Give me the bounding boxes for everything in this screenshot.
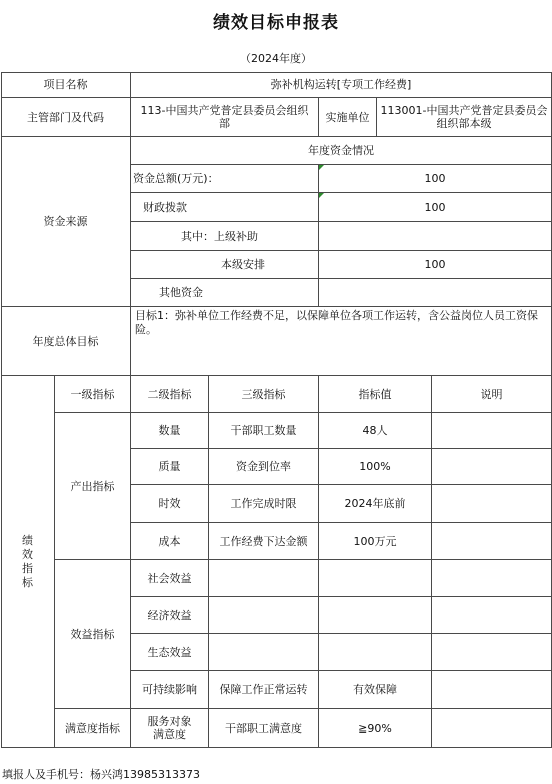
funds-source-label: 资金来源 xyxy=(1,137,131,307)
row-level3: 工作经费下达金额 xyxy=(209,523,319,560)
row-note xyxy=(432,449,552,485)
funds-local-value: 100 xyxy=(319,251,552,279)
filler-contact: 填报人及手机号：杨兴鸿13985313373 xyxy=(2,768,200,781)
dept-value: 113-中国共产党普定县委员会组织部 xyxy=(131,98,319,137)
row-level2: 数量 xyxy=(131,413,209,449)
funds-fiscal-label: 财政拨款 xyxy=(131,193,319,222)
row-level3 xyxy=(209,560,319,597)
row-value: 100% xyxy=(319,449,432,485)
annual-goal-label: 年度总体目标 xyxy=(1,307,131,376)
row-level3: 工作完成时限 xyxy=(209,485,319,523)
header-level1: 一级指标 xyxy=(55,376,131,413)
header-value: 指标值 xyxy=(319,376,432,413)
impl-unit-label: 实施单位 xyxy=(319,98,377,137)
row-value xyxy=(319,560,432,597)
row-level3: 干部职工满意度 xyxy=(209,709,319,748)
row-note xyxy=(432,634,552,671)
row-level2: 可持续影响 xyxy=(131,671,209,709)
row-level3: 保障工作正常运转 xyxy=(209,671,319,709)
side-char: 绩 xyxy=(22,533,33,547)
row-note xyxy=(432,709,552,748)
row-level3: 资金到位率 xyxy=(209,449,319,485)
row-value: ≧90% xyxy=(319,709,432,748)
row-level2: 时效 xyxy=(131,485,209,523)
side-char: 效 xyxy=(22,547,33,561)
funds-other-value xyxy=(319,279,552,307)
row-value: 100万元 xyxy=(319,523,432,560)
row-value: 48人 xyxy=(319,413,432,449)
row-level2: 经济效益 xyxy=(131,597,209,634)
row-level2: 质量 xyxy=(131,449,209,485)
row-level3: 干部职工数量 xyxy=(209,413,319,449)
header-level3: 三级指标 xyxy=(209,376,319,413)
side-char: 指 xyxy=(22,561,33,575)
project-name-label: 项目名称 xyxy=(1,72,131,98)
header-level2: 二级指标 xyxy=(131,376,209,413)
funds-header: 年度资金情况 xyxy=(131,137,552,165)
row-note xyxy=(432,523,552,560)
row-value xyxy=(319,597,432,634)
row-note xyxy=(432,597,552,634)
output-indicators-label: 产出指标 xyxy=(55,413,131,560)
row-level2: 生态效益 xyxy=(131,634,209,671)
row-value xyxy=(319,634,432,671)
dept-label: 主管部门及代码 xyxy=(1,98,131,137)
annual-goal-text: 目标1：弥补单位工作经费不足，以保障单位各项工作运转，含公益岗位人员工资保险。 xyxy=(131,307,552,376)
row-level2: 社会效益 xyxy=(131,560,209,597)
funds-superior-value xyxy=(319,222,552,251)
performance-indicators-label xyxy=(1,376,55,748)
form-title: 绩效目标申报表 xyxy=(213,13,339,33)
funds-total-label: 资金总额(万元)： xyxy=(131,165,319,193)
benefit-indicators-label: 效益指标 xyxy=(55,560,131,709)
impl-unit-value: 113001-中国共产党普定县委员会组织部本级 xyxy=(377,98,552,137)
row-level3 xyxy=(209,634,319,671)
form-year: （2024年度） xyxy=(240,52,312,65)
row-level2: 成本 xyxy=(131,523,209,560)
row-value: 有效保障 xyxy=(319,671,432,709)
row-level2: 服务对象满意度 xyxy=(131,709,209,748)
project-name-value: 弥补机构运转[专项工作经费] xyxy=(131,72,552,98)
funds-total-value: 100 xyxy=(319,165,552,193)
header-note: 说明 xyxy=(432,376,552,413)
funds-other-label: 其他资金 xyxy=(131,279,319,307)
funds-superior-label: 其中：上级补助 xyxy=(131,222,319,251)
row-note xyxy=(432,485,552,523)
row-note xyxy=(432,560,552,597)
row-level3 xyxy=(209,597,319,634)
funds-local-label: 本级安排 xyxy=(131,251,319,279)
side-char: 标 xyxy=(22,575,33,589)
row-value: 2024年底前 xyxy=(319,485,432,523)
row-note xyxy=(432,413,552,449)
row-note xyxy=(432,671,552,709)
funds-fiscal-value: 100 xyxy=(319,193,552,222)
satisfaction-indicators-label: 满意度指标 xyxy=(55,709,131,748)
